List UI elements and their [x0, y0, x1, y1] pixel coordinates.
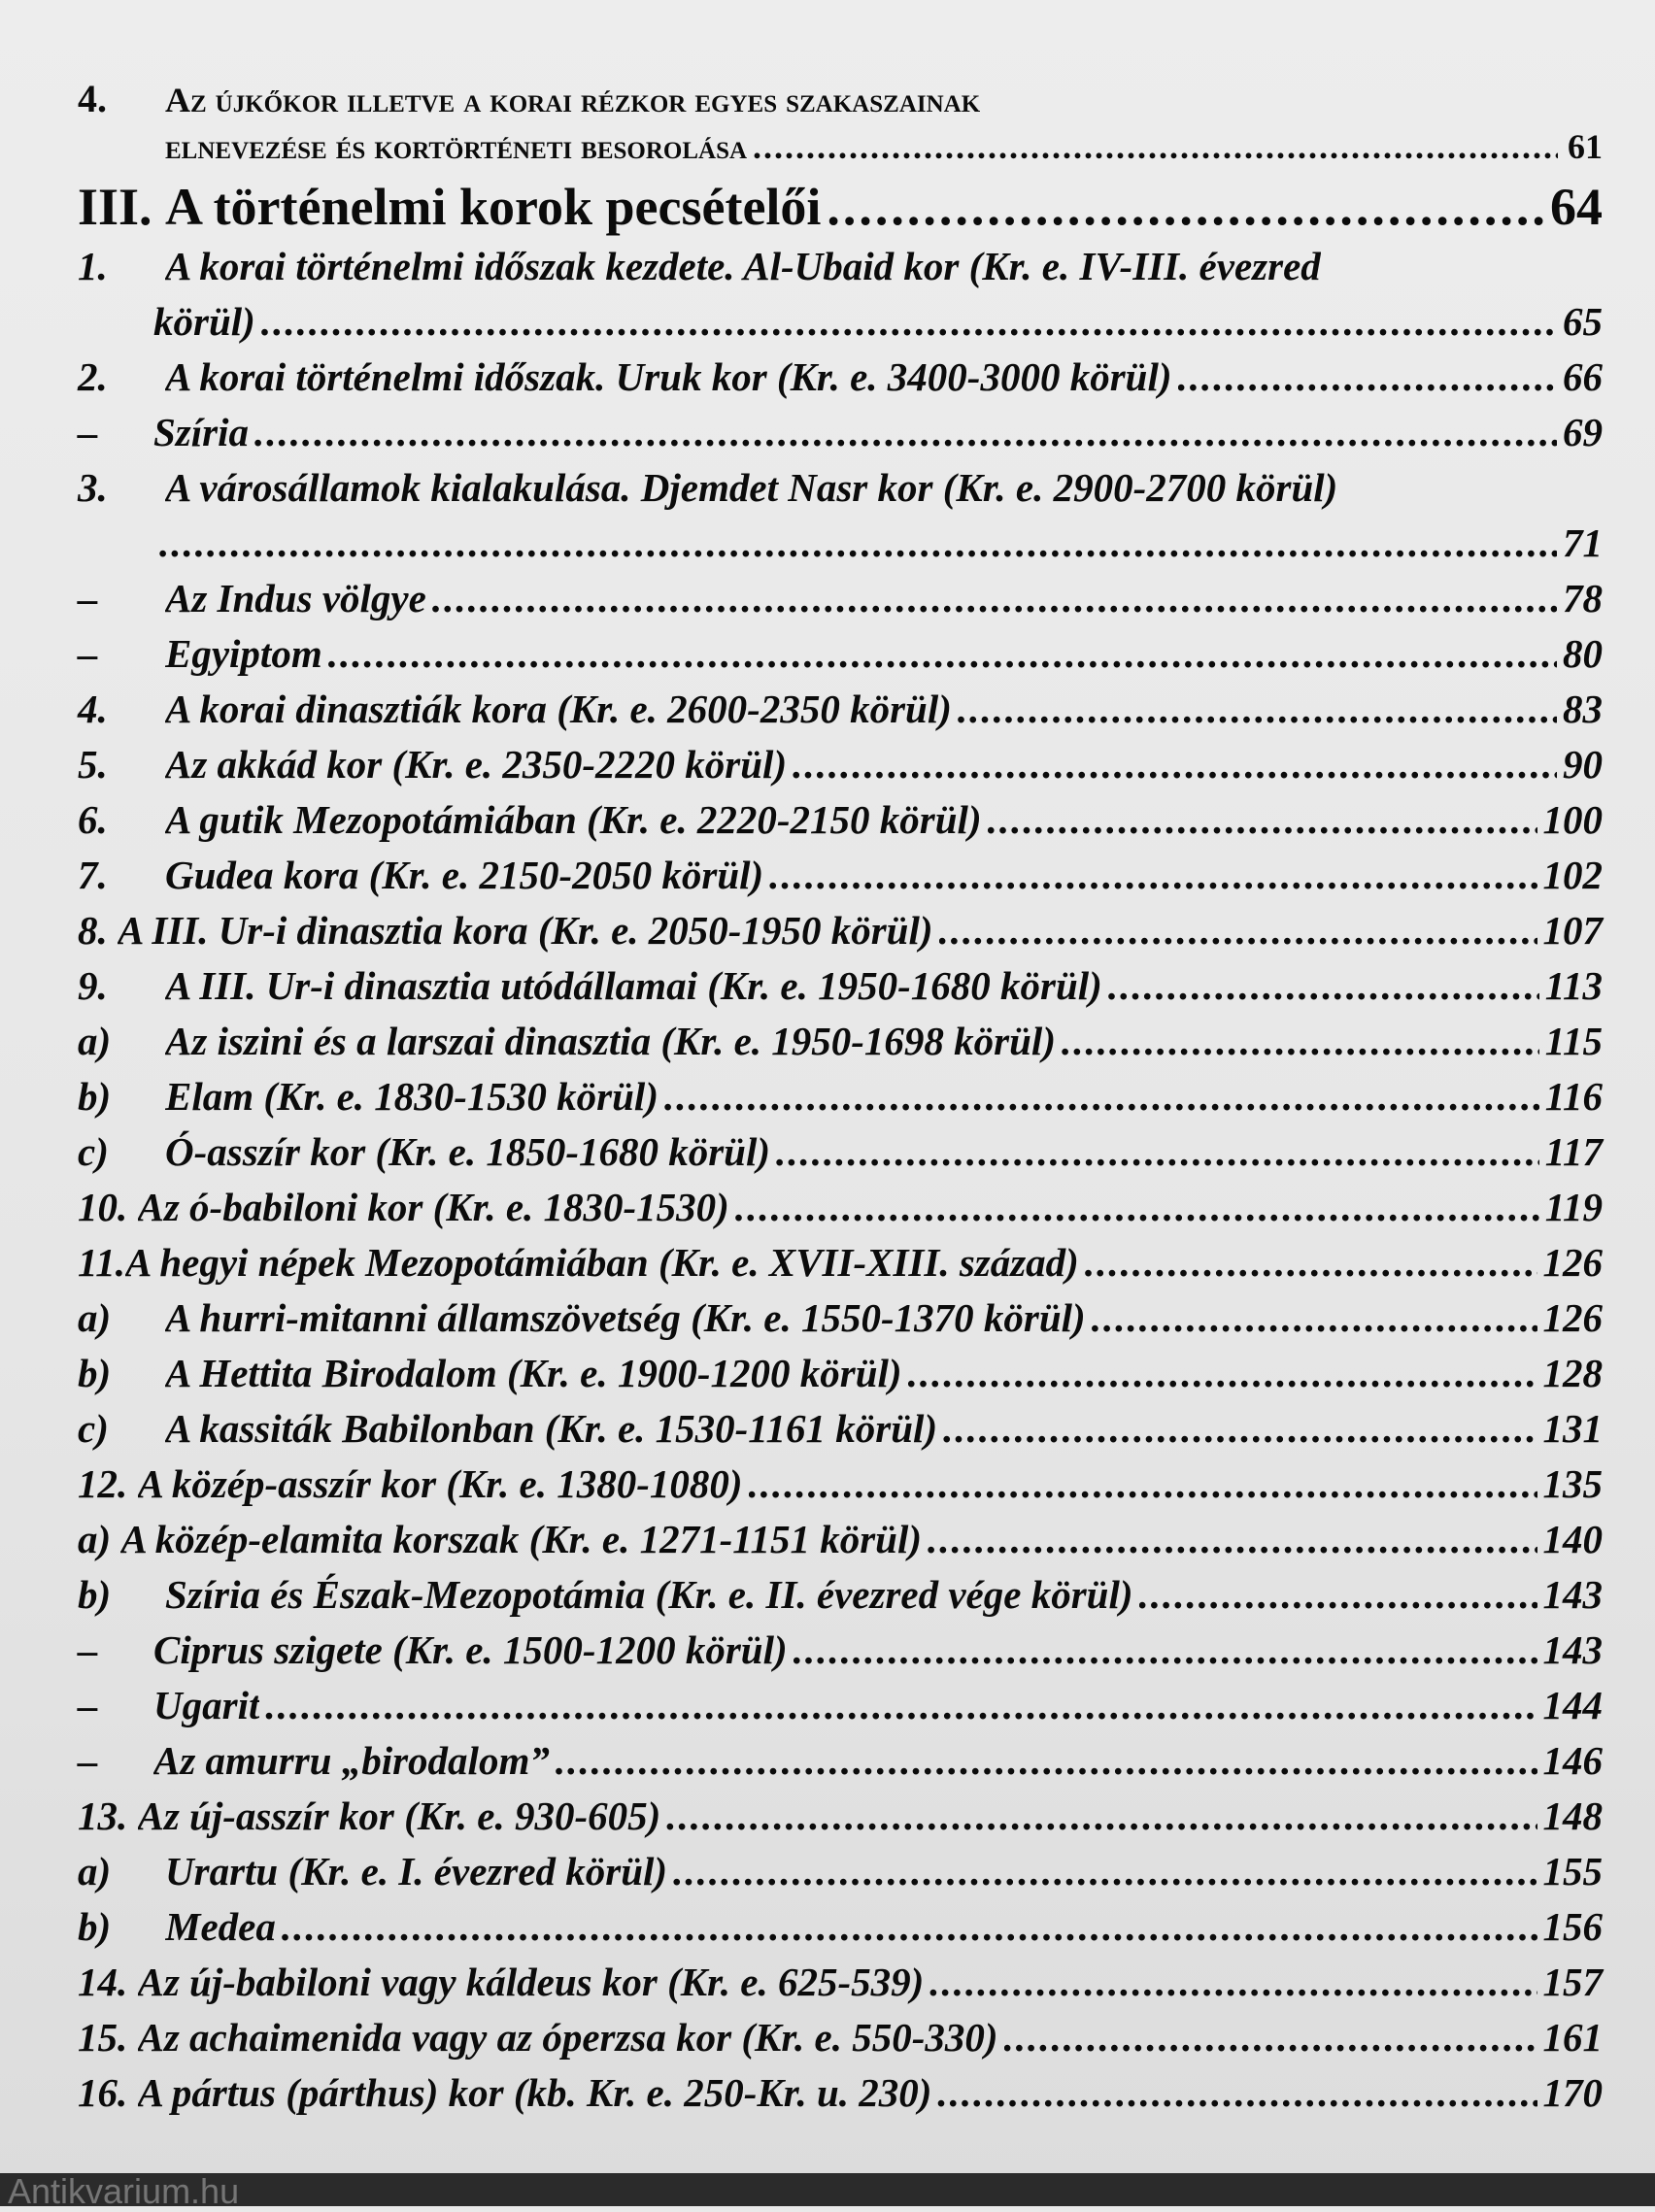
toc-entry-title: Az új-babiloni vagy káldeus kor (Kr. e. 625-539) — [137, 1960, 925, 2004]
toc-entry-number: a) — [78, 1849, 112, 1894]
toc-row-10 — [78, 1184, 1603, 1239]
toc-entry-title: A kassiták Babilonban (Kr. e. 1530-1161 körül) — [165, 1406, 938, 1451]
toc-entry-page: 161 — [1542, 2015, 1603, 2060]
leader-dots — [735, 1184, 1539, 1230]
toc-entry-number: b) — [78, 1572, 112, 1617]
toc-row-3-cont — [78, 519, 1603, 575]
leader-dots — [827, 177, 1544, 237]
toc-entry-title: A városállamok kialakulása. Djemdet Nasr kor (Kr. e. 2900-2700 körül) — [165, 465, 1338, 510]
toc-entry-page: 135 — [1542, 1461, 1603, 1506]
toc-entry-page: 102 — [1542, 853, 1603, 897]
toc-entry-title: Az amurru „birodalom” — [153, 1738, 550, 1783]
leader-dots — [939, 907, 1537, 954]
toc-row-4 — [78, 686, 1603, 741]
toc-entry-title: Az újkőkor illetve a korai rézkor egyes szakaszainak — [165, 81, 981, 119]
toc-entry-title: Az új-asszír kor (Kr. e. 930-605) — [137, 1793, 661, 1838]
toc-entry-title: Szíria és Észak-Mezopotámia (Kr. e. II. évezred vége körül) — [165, 1572, 1133, 1617]
toc-entry-number: 12. — [78, 1461, 128, 1506]
toc-entry-number: b) — [78, 1351, 112, 1395]
toc-row-5 — [78, 741, 1603, 796]
toc-row-11c — [78, 1405, 1603, 1460]
toc-entry-title: Elam (Kr. e. 1830-1530 körül) — [165, 1074, 659, 1119]
toc-entry-number: b) — [78, 1074, 112, 1119]
leader-dots — [265, 1682, 1537, 1728]
toc-row-1-cont — [78, 298, 1603, 353]
toc-entry-page: 128 — [1542, 1351, 1603, 1395]
toc-row-13b — [78, 1903, 1603, 1959]
toc-entry-page: 143 — [1542, 1627, 1603, 1672]
toc-entry-title: Az akkád kor (Kr. e. 2350-2220 körül) — [165, 742, 788, 787]
toc-row-15 — [78, 2014, 1603, 2069]
toc-row-4-neolithic — [78, 76, 1603, 126]
toc-entry-page: 113 — [1544, 963, 1603, 1008]
toc-entry-title: Ugarit — [153, 1683, 260, 1727]
toc-entry-page: 100 — [1542, 797, 1603, 842]
toc-entry-page: 146 — [1542, 1738, 1603, 1783]
leader-dots — [908, 1350, 1537, 1396]
toc-entry-title: A korai történelmi időszak. Uruk kor (Kr. e. 3400-3000 körül) — [165, 354, 1172, 399]
table-of-contents — [78, 76, 1603, 2125]
leader-dots — [1085, 1239, 1537, 1286]
toc-row-7 — [78, 852, 1603, 907]
leader-dots — [793, 741, 1557, 788]
toc-entry-title: Az achaimenida vagy az óperzsa kor (Kr. e. 550-330) — [137, 2015, 998, 2060]
leader-dots — [556, 1737, 1537, 1784]
toc-row-part-iii — [78, 177, 1603, 243]
toc-row-3 — [78, 464, 1603, 519]
toc-entry-page: 78 — [1563, 576, 1603, 620]
toc-entry-title: Szíria — [153, 410, 249, 454]
toc-row-14 — [78, 1959, 1603, 2014]
toc-entry-title: Egyiptom — [165, 631, 322, 676]
toc-row-1 — [78, 243, 1603, 298]
toc-row-13 — [78, 1793, 1603, 1848]
toc-entry-number: – — [78, 576, 98, 620]
toc-entry-number: 3. — [78, 465, 108, 510]
toc-row-12b — [78, 1571, 1603, 1626]
toc-entry-page: 115 — [1544, 1019, 1603, 1063]
toc-entry-number: 10. — [78, 1185, 128, 1229]
toc-entry-number: a) — [78, 1517, 112, 1561]
leader-dots — [159, 519, 1557, 566]
leader-dots — [1178, 353, 1557, 400]
leader-dots — [929, 1959, 1537, 2005]
toc-entry-page: 64 — [1550, 178, 1603, 236]
toc-entry-title: A Hettita Birodalom (Kr. e. 1900-1200 körül) — [165, 1351, 902, 1395]
toc-entry-page: 156 — [1542, 1904, 1603, 1949]
toc-entry-page: 140 — [1542, 1517, 1603, 1561]
toc-entry-title: A gutik Mezopotámiában (Kr. e. 2220-2150 körül) — [165, 797, 982, 842]
toc-entry-page: 119 — [1544, 1185, 1603, 1229]
toc-row-11a — [78, 1294, 1603, 1350]
toc-entry-title: A pártus (párthus) kor (kb. Kr. e. 250-Kr. u. 230) — [137, 2070, 932, 2115]
leader-dots — [794, 1626, 1537, 1673]
toc-entry-page: 61 — [1568, 127, 1603, 166]
leader-dots — [666, 1793, 1537, 1839]
toc-row-6 — [78, 796, 1603, 852]
toc-row-8 — [78, 907, 1603, 962]
toc-row-syria — [78, 409, 1603, 464]
toc-entry-title: elnevezése és kortörténeti besorolása — [165, 127, 748, 166]
toc-entry-title: A hurri-mitanni államszövetség (Kr. e. 1550-1370 körül) — [165, 1295, 1086, 1340]
toc-entry-page: 80 — [1563, 631, 1603, 676]
toc-entry-page: 148 — [1542, 1793, 1603, 1838]
toc-entry-number: 8. — [78, 908, 108, 953]
toc-entry-page: 90 — [1563, 742, 1603, 787]
toc-row-9c — [78, 1128, 1603, 1184]
toc-entry-page: 83 — [1563, 687, 1603, 731]
leader-dots — [943, 1405, 1537, 1452]
toc-row-11 — [78, 1239, 1603, 1294]
toc-entry-number: III. — [78, 178, 152, 236]
toc-entry-number: – — [78, 1683, 98, 1727]
toc-entry-title: Ó-asszír kor (Kr. e. 1850-1680 körül) — [165, 1129, 771, 1174]
toc-entry-title: A közép-asszír kor (Kr. e. 1380-1080) — [137, 1461, 743, 1506]
toc-entry-number: a) — [78, 1019, 112, 1063]
toc-entry-number: 14. — [78, 1960, 128, 2004]
toc-entry-page: 107 — [1542, 908, 1603, 953]
toc-entry-page: 116 — [1544, 1074, 1603, 1119]
leader-dots — [937, 2069, 1537, 2116]
leader-dots — [664, 1073, 1539, 1120]
toc-entry-number: – — [78, 1627, 98, 1672]
toc-entry-title: A közép-elamita korszak (Kr. e. 1271-1151 körül) — [120, 1517, 923, 1561]
toc-entry-number: – — [78, 1738, 98, 1783]
leader-dots — [988, 796, 1537, 843]
bottom-edge-strip — [0, 2171, 1655, 2211]
leader-dots — [673, 1848, 1537, 1894]
toc-entry-title: Az ó-babiloni kor (Kr. e. 1830-1530) — [137, 1185, 729, 1229]
toc-entry-page: 69 — [1563, 410, 1603, 454]
toc-row-indus — [78, 575, 1603, 630]
toc-entry-title: A korai dinasztiák kora (Kr. e. 2600-2350 körül) — [165, 687, 952, 731]
toc-entry-number: 4. — [78, 77, 107, 120]
toc-entry-title: Medea — [165, 1904, 276, 1949]
toc-entry-title: Ciprus szigete (Kr. e. 1500-1200 körül) — [153, 1627, 788, 1672]
leader-dots — [432, 575, 1557, 621]
toc-entry-page: 143 — [1542, 1572, 1603, 1617]
toc-entry-page: 170 — [1542, 2070, 1603, 2115]
leader-dots — [928, 1516, 1537, 1562]
toc-entry-number: 5. — [78, 742, 108, 787]
toc-row-2 — [78, 353, 1603, 409]
leader-dots — [254, 409, 1557, 455]
toc-entry-page: 131 — [1542, 1406, 1603, 1451]
leader-dots — [282, 1903, 1537, 1950]
toc-entry-number: – — [78, 631, 98, 676]
toc-row-ugarit — [78, 1682, 1603, 1737]
toc-entry-title: A korai történelmi időszak kezdete. Al-Ubaid kor (Kr. e. IV-III. évezred — [165, 244, 1321, 288]
toc-entry-title: körül) — [153, 299, 255, 344]
toc-row-12 — [78, 1460, 1603, 1516]
leader-dots — [749, 1460, 1537, 1507]
toc-entry-page: 65 — [1563, 299, 1603, 344]
toc-entry-page: 126 — [1542, 1295, 1603, 1340]
toc-entry-number: 6. — [78, 797, 108, 842]
toc-entry-number: b) — [78, 1904, 112, 1949]
toc-entry-page: 71 — [1563, 520, 1603, 565]
toc-entry-number: c) — [78, 1406, 109, 1451]
leader-dots — [1062, 1018, 1539, 1064]
toc-row-16 — [78, 2069, 1603, 2125]
toc-entry-title: A III. Ur-i dinasztia kora (Kr. e. 2050-1950 körül) — [118, 908, 933, 953]
toc-entry-number: 4. — [78, 687, 108, 731]
toc-entry-number: 13. — [78, 1793, 128, 1838]
watermark-text: Antikvarium.hu — [8, 2171, 240, 2211]
toc-entry-page: 155 — [1542, 1849, 1603, 1894]
leader-dots — [1108, 962, 1539, 1009]
toc-entry-number: 15. — [78, 2015, 128, 2060]
leader-dots — [1004, 2014, 1537, 2061]
toc-entry-page: 66 — [1563, 354, 1603, 399]
leader-dots — [328, 630, 1557, 677]
toc-entry-number: 7. — [78, 853, 108, 897]
toc-entry-number: 11. — [78, 1240, 125, 1285]
toc-entry-page: 117 — [1544, 1129, 1603, 1174]
toc-row-11b — [78, 1350, 1603, 1405]
toc-entry-number: 1. — [78, 244, 108, 288]
toc-entry-number: c) — [78, 1129, 109, 1174]
leader-dots — [769, 852, 1537, 898]
toc-entry-title: Az Indus völgye — [165, 576, 426, 620]
toc-row-cyprus — [78, 1626, 1603, 1682]
toc-row-amurru — [78, 1737, 1603, 1793]
toc-entry-number: 2. — [78, 354, 108, 399]
leader-dots — [261, 298, 1557, 345]
toc-entry-title: Gudea kora (Kr. e. 2150-2050 körül) — [165, 853, 764, 897]
toc-row-9b — [78, 1073, 1603, 1128]
leader-dots — [1092, 1294, 1537, 1341]
toc-row-9a — [78, 1018, 1603, 1073]
toc-entry-page: 126 — [1542, 1240, 1603, 1285]
toc-row-13a — [78, 1848, 1603, 1903]
toc-entry-number: 16. — [78, 2070, 128, 2115]
toc-entry-title: Az iszini és a larszai dinasztia (Kr. e. 1950-1698 körül) — [165, 1019, 1056, 1063]
toc-row-9 — [78, 962, 1603, 1018]
toc-entry-page: 157 — [1542, 1960, 1603, 2004]
toc-entry-number: – — [78, 410, 98, 454]
leader-dots — [958, 686, 1557, 732]
leader-dots — [1139, 1571, 1537, 1618]
toc-row-4-neolithic-cont — [78, 126, 1603, 177]
toc-entry-number: a) — [78, 1295, 112, 1340]
leader-dots — [753, 126, 1558, 167]
toc-entry-title: A történelmi korok pecsételői — [165, 178, 822, 236]
toc-row-12a — [78, 1516, 1603, 1571]
leader-dots — [776, 1128, 1539, 1175]
toc-entry-title: Urartu (Kr. e. I. évezred körül) — [165, 1849, 668, 1894]
toc-entry-page: 144 — [1542, 1683, 1603, 1727]
toc-row-egypt — [78, 630, 1603, 686]
toc-entry-title: A hegyi népek Mezopotámiában (Kr. e. XVII-XIII. század) — [125, 1240, 1079, 1285]
toc-entry-title: A III. Ur-i dinasztia utódállamai (Kr. e. 1950-1680 körül) — [165, 963, 1102, 1008]
toc-entry-number: 9. — [78, 963, 108, 1008]
